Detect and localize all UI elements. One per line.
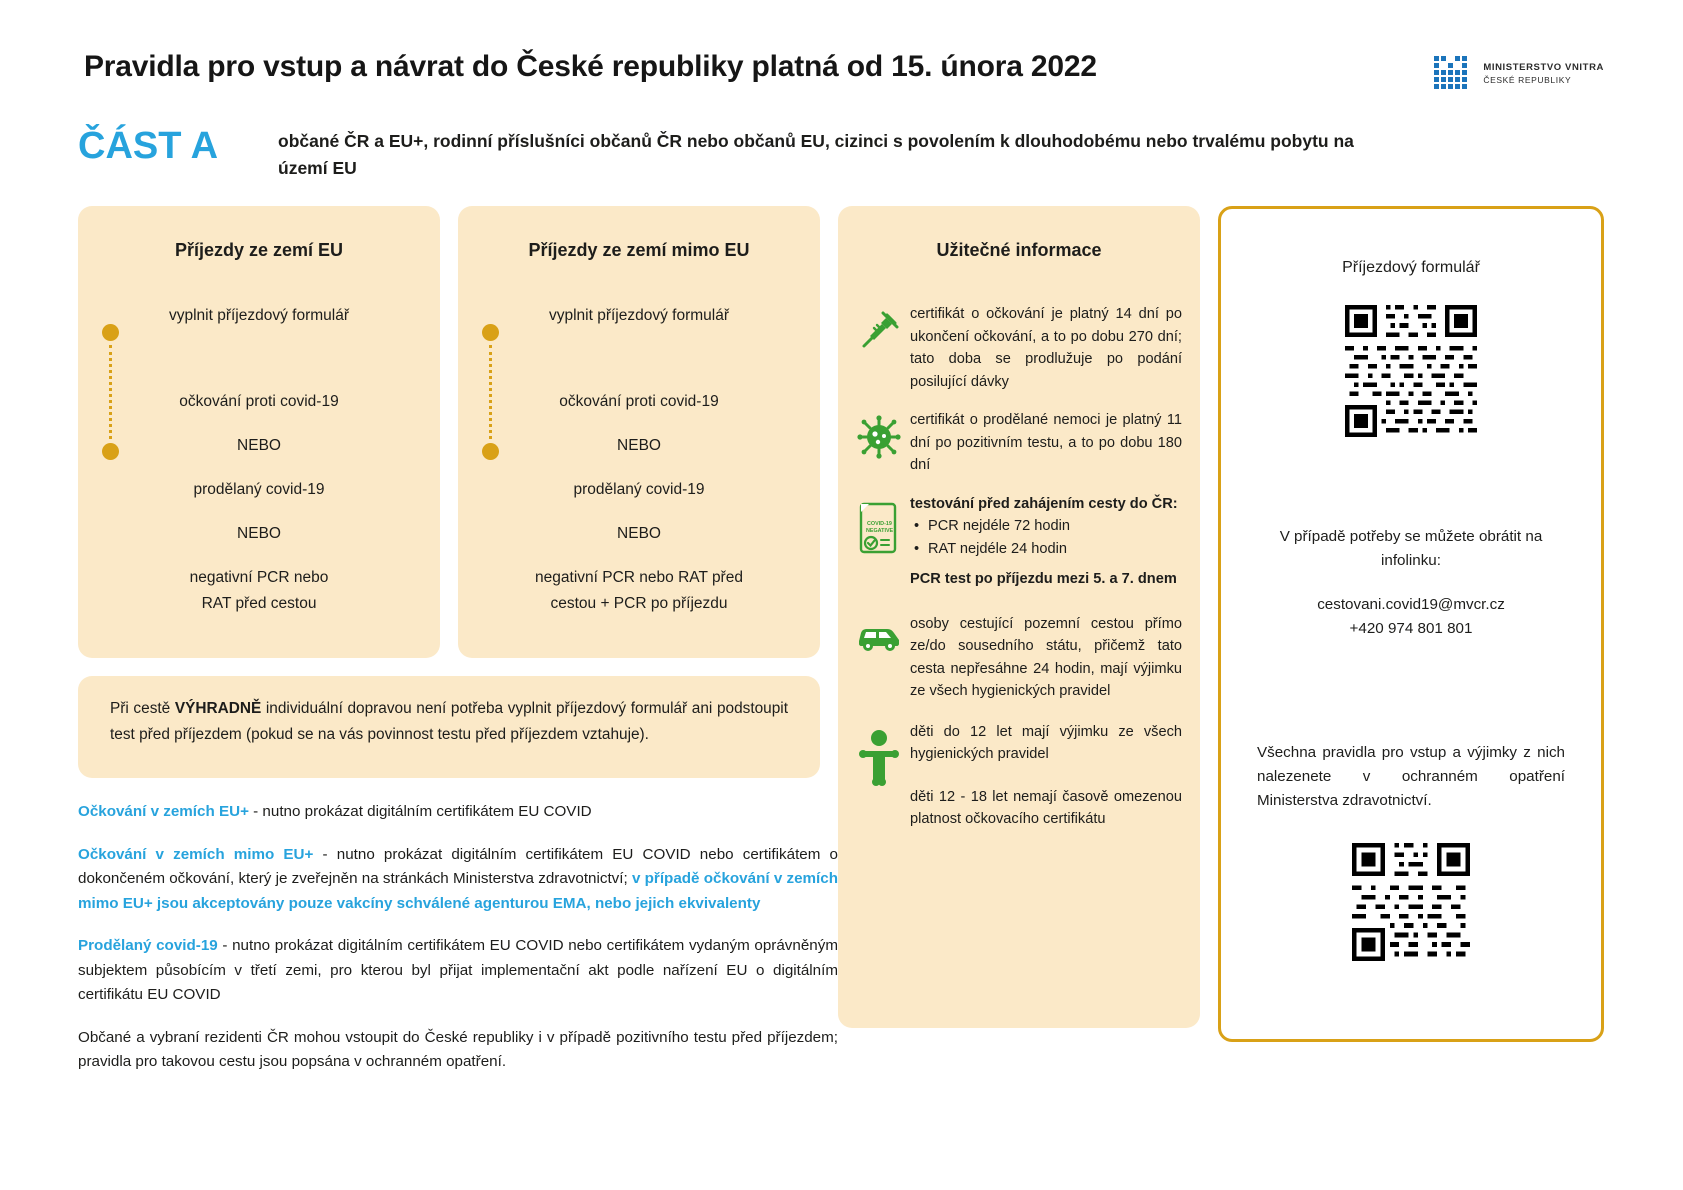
card-title-non-eu: Příjezdy ze zemí mimo EU xyxy=(528,240,750,260)
infoline-email[interactable]: cestovani.covid19@mvcr.cz xyxy=(1317,596,1505,613)
notice-pre: Při cestě xyxy=(110,700,175,717)
eu-line-7: RAT před cestou xyxy=(201,595,317,612)
ministry-logo-icon xyxy=(1432,54,1474,94)
dot-bottom-eu xyxy=(102,443,119,460)
info-row-vaccination xyxy=(848,303,1186,393)
part-description: občané ČR a EU+, rodinní příslušníci občanů ČR nebo občanů EU, cizinci s povolením k dlouhodobému nebo trvalému pobytu na území EU xyxy=(278,131,1354,178)
para-rest-recovered: - nutno prokázat digitálním certifikátem EU COVID nebo certifikátem vydaným oprávněným subjektem působícím v třetí zemi, pro kterou byl přijat implementační akt podle nařízení EU o digitálním certifikátu EU COVID xyxy=(78,937,838,1003)
connector-non-eu xyxy=(480,324,500,460)
ministry-name-line1: MINISTERSTVO VNITRA xyxy=(1483,62,1604,73)
dot-top-non-eu xyxy=(482,324,499,341)
dot-top-eu xyxy=(102,324,119,341)
connector-eu xyxy=(100,324,120,460)
testing-bullet-rat: • RAT nejdéle 24 hodin xyxy=(928,538,1178,561)
noneu-line-5: NEBO xyxy=(617,525,661,542)
info-text-testing xyxy=(910,493,1182,591)
info-text-vaccination: certifikát o očkování je platný 14 dní po ukončení očkování, a to po dobu 270 dní; tato doba se prodlužuje po podání posilující dávky xyxy=(910,306,1182,390)
header xyxy=(84,50,1604,94)
eu-line-2: očkování proti covid-19 xyxy=(179,393,339,410)
infoline-block xyxy=(1257,525,1565,641)
eu-line-5: NEBO xyxy=(237,525,281,542)
card-body-eu xyxy=(78,303,440,617)
para-vaccination-eu xyxy=(78,800,838,825)
noneu-line-1: vyplnit příjezdový formulář xyxy=(548,307,730,324)
notice-post: individuální dopravou není potřeba vyplnit příjezdový formulář ani podstoupit test před příjezdem (pokud se na vás povinnost testu před příjezdem vztahuje). xyxy=(110,700,788,743)
para-lead2-vaccination-non-eu: v případě očkování v zemích mimo EU+ jsou akceptovány pouze vakcíny schválené agenturou EMA, nebo jejich ekvivalenty xyxy=(78,870,838,912)
notice-text xyxy=(78,676,820,748)
virus-icon xyxy=(848,409,910,459)
dot-bottom-non-eu xyxy=(482,443,499,460)
card-title-useful-info: Užitečné informace xyxy=(936,240,1102,260)
eu-line-3: NEBO xyxy=(237,437,281,454)
para-rest-citizens: Občané a vybraní rezidenti ČR mohou vstoupit do České republiky i v případě pozitivního testu před příjezdem; pravidla pro takovou cestu jsou popsána v ochranném opatření. xyxy=(78,1028,838,1070)
testing-bullet-pcr: • PCR nejdéle 72 hodin xyxy=(928,515,1178,538)
ministry-name-line2: ČESKÉ REPUBLIKY xyxy=(1483,75,1572,85)
card-arrival-form xyxy=(1218,206,1604,1042)
ministry-logo xyxy=(1432,54,1604,94)
page-title: Pravidla pro vstup a návrat do České republiky platná od 15. února 2022 xyxy=(84,50,1097,83)
info-row-children xyxy=(848,721,1186,831)
card-body-non-eu xyxy=(458,303,820,617)
dotted-line-eu xyxy=(109,345,112,439)
card-title-eu: Příjezdy ze zemí EU xyxy=(174,240,344,260)
para-lead-vaccination-non-eu: Očkování v zemích mimo EU+ xyxy=(78,845,314,863)
para-lead-recovered: Prodělaný covid-19 xyxy=(78,937,218,954)
info-row-car xyxy=(848,613,1186,703)
para-rest-vaccination-non-eu: - nutno prokázat digitálním certifikátem EU COVID nebo certifikátem o dokončeném očkování, který je zveřejněn na stránkách Ministerstva zdravotnictví; xyxy=(78,845,838,887)
secondary-qr-wrap[interactable] xyxy=(1221,843,1601,961)
card-arrivals-non-eu xyxy=(458,206,820,658)
svg-text:COVID-19: COVID-19 xyxy=(867,520,892,527)
ministry-logo-text xyxy=(1483,61,1604,87)
para-citizens xyxy=(78,1026,838,1075)
info-text-children-under12: děti do 12 let mají výjimku ze všech hygienických pravidel xyxy=(910,723,1182,762)
card-useful-info xyxy=(838,206,1200,1028)
info-subheading-pcr-after-arrival: PCR test po příjezdu mezi 5. a 7. dnem xyxy=(910,571,1177,587)
notice-strong: VÝHRADNĚ xyxy=(174,700,262,717)
noneu-line-7: cestou + PCR po příjezdu xyxy=(550,595,728,612)
info-heading-testing: testování před zahájením cesty do ČR: xyxy=(910,495,1178,512)
card-arrivals-eu xyxy=(78,206,440,658)
car-icon xyxy=(848,613,910,653)
eu-line-1: vyplnit příjezdový formulář xyxy=(168,307,350,324)
arrival-form-qr-code[interactable] xyxy=(1345,305,1477,437)
para-rest-vaccination-eu: - nutno prokázat digitálním certifikátem EU COVID xyxy=(248,803,592,820)
noneu-line-6: negativní PCR nebo RAT před xyxy=(535,569,743,586)
para-lead-vaccination-eu: Očkování v zemích EU+ xyxy=(78,803,249,820)
rules-text: Všechna pravidla pro vstup a výjimky z nich nalezenete v ochranném opatření Ministerstva zdravotnictví. xyxy=(1257,744,1565,809)
notice-box xyxy=(78,676,820,778)
info-row-testing xyxy=(848,493,1186,591)
infoline-phone[interactable]: +420 974 801 801 xyxy=(1349,620,1473,637)
info-row-recovery xyxy=(848,409,1186,477)
bottom-paragraphs xyxy=(78,800,838,1093)
rules-block xyxy=(1257,741,1565,813)
info-text-children xyxy=(910,721,1186,831)
info-text-recovery: certifikát o prodělané nemoci je platný 11 dní po pozitivním testu, a to po dobu 180 dní xyxy=(910,412,1182,473)
info-text-children-12-18: děti 12 - 18 let nemají časově omezenou platnost očkovacího certifikátu xyxy=(910,788,1182,827)
arrival-form-qr-wrap[interactable] xyxy=(1221,305,1601,437)
info-text-car: osoby cestující pozemní cestou přímo ze/do sousedního státu, přičemž tato cesta nepřesáhne 24 hodin, mají výjimku ze všech hygienických pravidel xyxy=(910,615,1182,699)
part-section xyxy=(78,124,1478,182)
arrival-form-title: Příjezdový formulář xyxy=(1342,259,1480,276)
eu-line-4: prodělaný covid-19 xyxy=(193,481,325,498)
para-recovered xyxy=(78,934,838,1008)
noneu-line-3: NEBO xyxy=(617,437,661,454)
svg-text:NEGATIVE: NEGATIVE xyxy=(866,527,894,534)
useful-info-rows xyxy=(838,303,1200,831)
noneu-line-4: prodělaný covid-19 xyxy=(573,481,705,498)
child-icon xyxy=(848,721,910,787)
infoline-intro: V případě potřeby se můžete obrátit na infolinku: xyxy=(1279,528,1543,569)
dotted-line-non-eu xyxy=(489,345,492,439)
test-document-icon xyxy=(848,493,910,557)
eu-line-6: negativní PCR nebo xyxy=(189,569,329,586)
syringe-icon xyxy=(848,303,910,353)
part-label: ČÁST A xyxy=(78,125,219,167)
protective-measure-qr-code[interactable] xyxy=(1352,843,1470,961)
para-vaccination-non-eu xyxy=(78,843,838,917)
testing-bullets xyxy=(910,515,1178,560)
noneu-line-2: očkování proti covid-19 xyxy=(559,393,719,410)
